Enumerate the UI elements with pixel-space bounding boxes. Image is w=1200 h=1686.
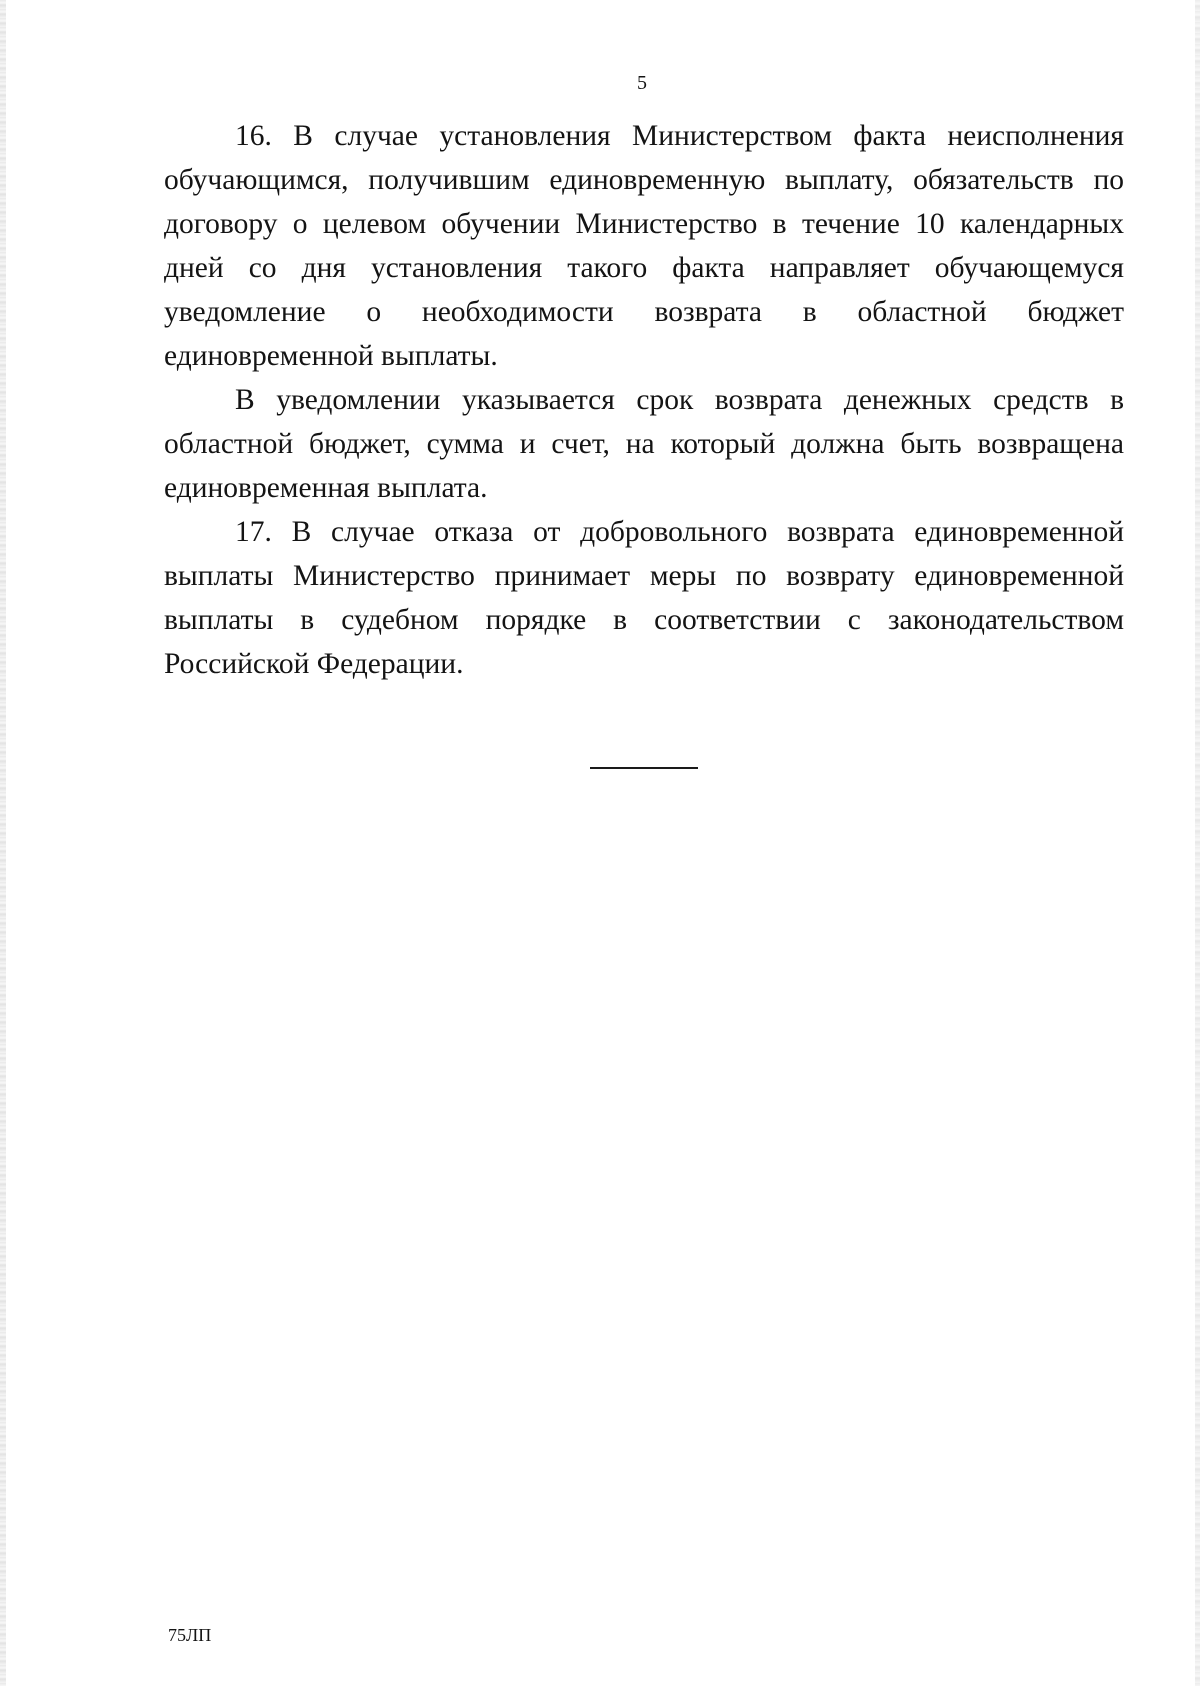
paragraph-16: 16. В случае установления Министерством факта неисполнения обучающимся, получившим единовременную выплату, обязательств по договору о целевом обучении Министерство в течение 10 календарных дней со дня установления такого факта направляет обучающемуся уведомление о необходимости возврата в областной бюджет единовременной выплаты.: [164, 120, 1124, 372]
document-code: 75ЛП: [168, 1625, 212, 1645]
document-body: [164, 114, 1124, 686]
end-separator-line: [590, 767, 698, 769]
paragraph-17: 17. В случае отказа от добровольного возврата единовременной выплаты Министерство принимает меры по возврату единовременной выплаты в судебном порядке в соответствии с законодательством Российской Федерации.: [164, 516, 1124, 680]
scan-edge-right: [1195, 0, 1200, 1686]
page-number: 5: [637, 72, 647, 94]
paragraph-notification: В уведомлении указывается срок возврата денежных средств в областной бюджет, сумма и счет, на который должна быть возвращена единовременная выплата.: [164, 384, 1124, 504]
scan-edge-left: [0, 0, 6, 1686]
